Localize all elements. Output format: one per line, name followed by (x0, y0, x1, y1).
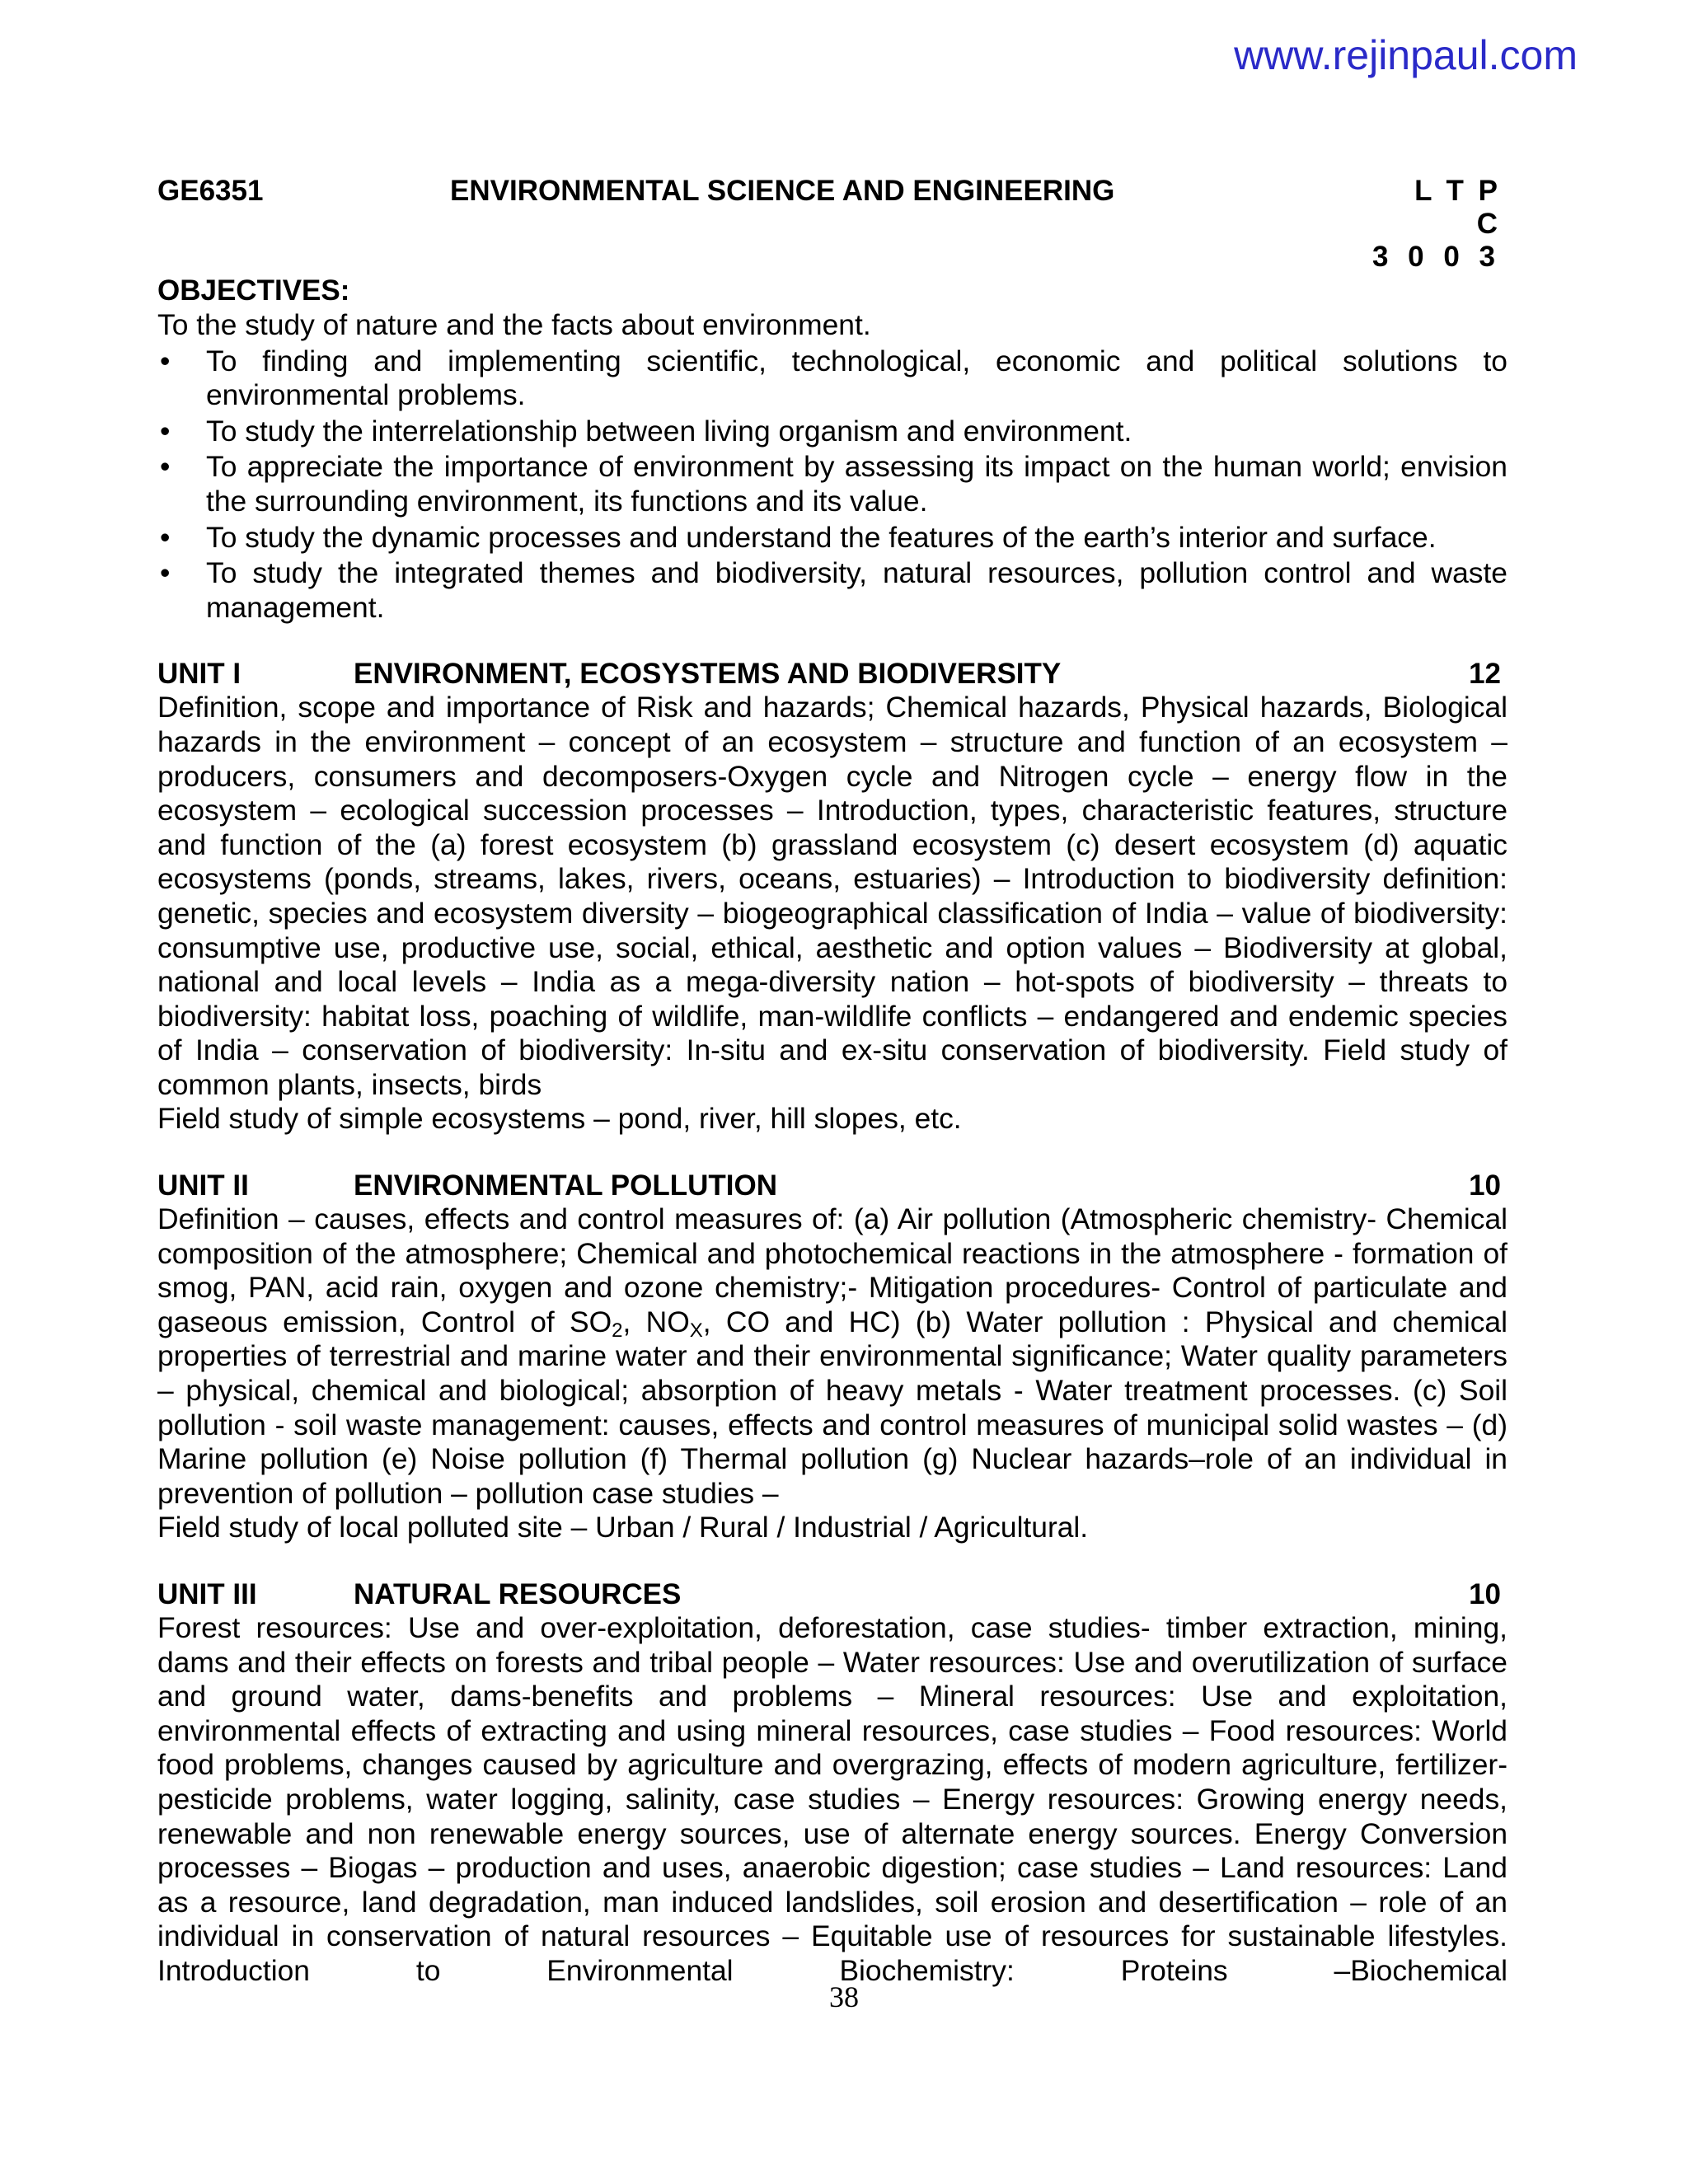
unit-title: NATURAL RESOURCES (354, 1578, 682, 1610)
objective-item: • To study the interrelationship between living organism and environment. (160, 414, 1132, 448)
unit-hours: 10 (1469, 1578, 1501, 1610)
watermark-link[interactable]: www.rejinpaul.com (1234, 32, 1578, 78)
unit-hours: 12 (1469, 658, 1501, 691)
unit-3-body: Forest resources: Use and over-exploitation, deforestation, case studies- timber extraction, mining, dams and their effects on forests and tribal people – Water resources: Use and overutilization of surface and ground water, dams-benefits and problems – Mineral resources: Use and exploitation, environmental effects of extracting and using mineral resources, case studies – Food resources: World food problems, changes caused by agriculture and overgrazing, effects of modern agriculture, fertilizer-pesticide problems, water logging, salinity, case studies – Energy resources: Growing energy needs, renewable and non renewable energy sources, use of alternate energy sources. Energy Conversion processes – Biogas – production and uses, anaerobic digestion; case studies – Land resources: Land as a resource, land degradation, man induced landslides, soil erosion and desertification – role of an individual in conservation of natural resources – Equitable use of resources for sustainable lifestyles. Introduction to Environmental Biochemistry: Proteins –Biochemical (157, 1611, 1507, 1987)
bullet-icon: • (160, 344, 171, 377)
bullet-icon: • (160, 414, 171, 448)
page-number: 38 (829, 1980, 859, 2013)
unit-1-field-study: Field study of simple ecosystems – pond, river, hill slopes, etc. (157, 1102, 962, 1136)
unit-1-header (157, 658, 1507, 691)
unit-2-body: Definition – causes, effects and control measures of: (a) Air pollution (Atmospheric chemistry- Chemical composition of the atmosphere; Chemical and photochemical reactions in the atmosphere - formation of smog, PAN, acid rain, oxygen and ozone chemistry;- Mitigation procedures- Control of particulate and gaseous emission, Control of $SO_2$, $NO_X$, CO and HC) (b) Water pollution : Physical and chemical properties of terrestrial and marine water and their environmental significance; Water quality parameters – physical, chemical and biological; absorption of heavy metals - Water treatment processes. (c) Soil pollution - soil waste management: causes, effects and control measures of municipal solid wastes – (d) Marine pollution (e) Noise pollution (f) Thermal pollution (g) Nuclear hazards–role of an individual in prevention of pollution – pollution case studies – (157, 1202, 1507, 1510)
objectives-heading: OBJECTIVES: (157, 274, 350, 307)
unit-3-header (157, 1578, 1507, 1611)
bullet-icon: • (160, 450, 171, 484)
course-code: GE6351 (157, 175, 264, 207)
unit-number: UNIT II (157, 1169, 249, 1202)
objective-item: • To appreciate the importance of environment by assessing its impact on the human world; envision the surrounding environment, its functions and its value. (160, 450, 1507, 518)
objectives-list (157, 344, 1507, 626)
bullet-icon: • (160, 556, 171, 590)
unit-number: UNIT I (157, 658, 241, 691)
unit-1-body: Definition, scope and importance of Risk and hazards; Chemical hazards, Physical hazards, Biological hazards in the environment – concept of an ecosystem – structure and function of an ecosystem – producers, consumers and decomposers-Oxygen cycle and Nitrogen cycle – energy flow in the ecosystem – ecological succession processes – Introduction, types, characteristic features, structure and function of the (a) forest ecosystem (b) grassland ecosystem (c) desert ecosystem (d) aquatic ecosystems (ponds, streams, lakes, rivers, oceans, estuaries) – Introduction to biodiversity definition: genetic, species and ecosystem diversity – biogeographical classification of India – value of biodiversity: consumptive use, productive use, social, ethical, aesthetic and option values – Biodiversity at global, national and local levels – India as a mega-diversity nation – hot-spots of biodiversity – threats to biodiversity: habitat loss, poaching of wildlife, man-wildlife conflicts – endangered and endemic species of India – conservation of biodiversity: In-situ and ex-situ conservation of biodiversity. Field study of common plants, insects, birds (157, 691, 1507, 1101)
unit-title: ENVIRONMENT, ECOSYSTEMS AND BIODIVERSITY (354, 658, 1062, 691)
ltpc-label: L T P C (1414, 175, 1501, 240)
objective-item: • To study the integrated themes and biodiversity, natural resources, pollution control and waste management. (160, 556, 1507, 624)
objective-item: • To finding and implementing scientific, technological, economic and political solutions to environmental problems. (160, 344, 1507, 412)
syllabus-page (157, 175, 1507, 1989)
course-header (157, 175, 1507, 241)
ltpc-values: 3 0 0 3 (1372, 241, 1501, 273)
unit-title: ENVIRONMENTAL POLLUTION (354, 1169, 777, 1202)
course-title: ENVIRONMENTAL SCIENCE AND ENGINEERING (450, 175, 1115, 207)
unit-2-field-study: Field study of local polluted site – Urban / Rural / Industrial / Agricultural. (157, 1511, 1089, 1544)
unit-hours: 10 (1469, 1169, 1501, 1202)
subscript-2: 2 (612, 1319, 623, 1342)
subscript-x: X (689, 1319, 703, 1342)
objective-item: • To study the dynamic processes and understand the features of the earth’s interior and surface. (160, 520, 1437, 554)
unit-number: UNIT III (157, 1578, 257, 1610)
bullet-icon: • (160, 520, 171, 554)
objectives-intro: To the study of nature and the facts about environment. (157, 308, 871, 341)
unit-2-header (157, 1169, 1507, 1202)
